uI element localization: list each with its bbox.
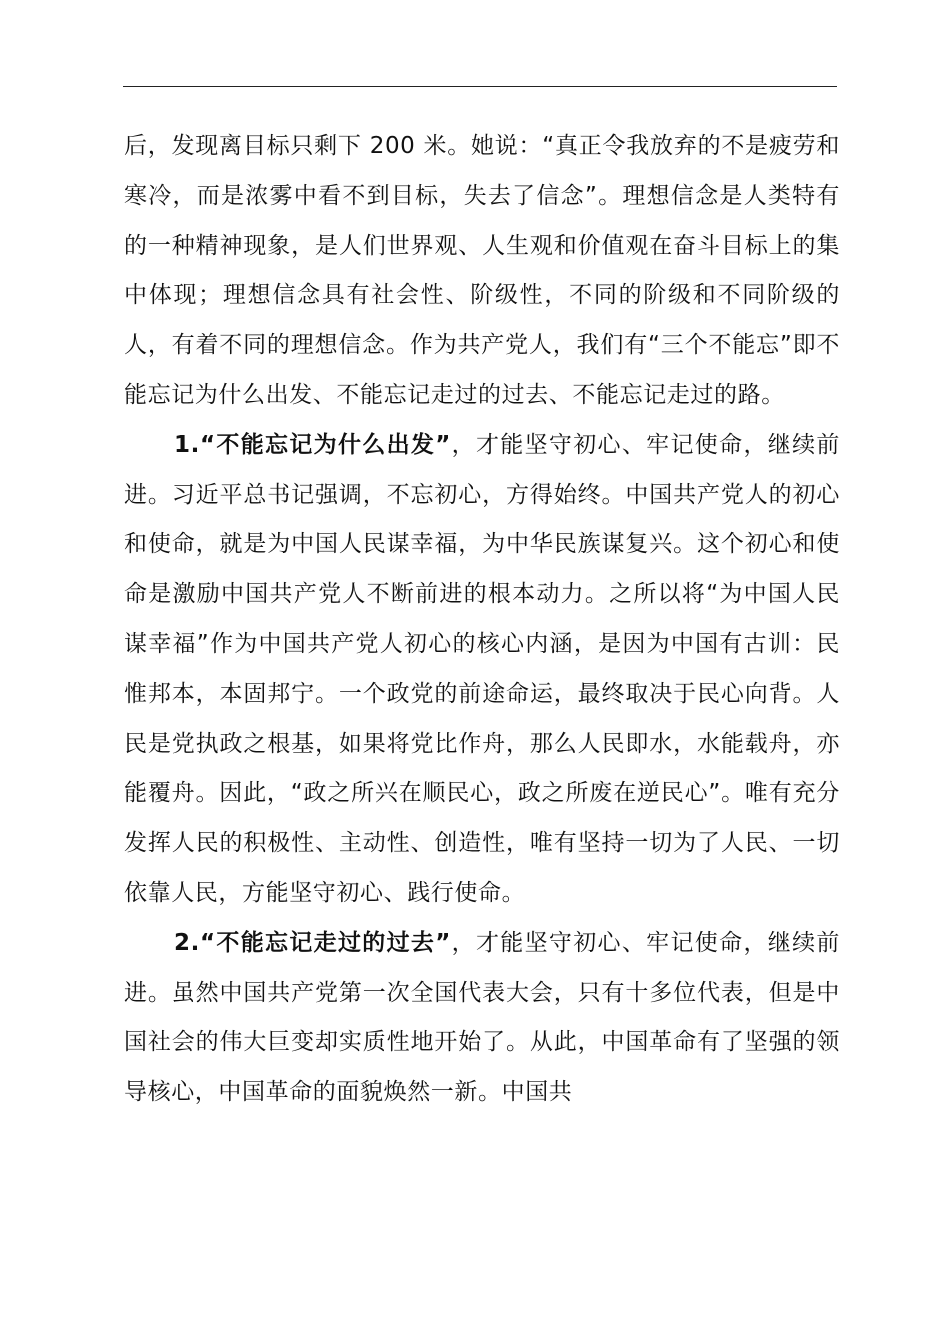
paragraph-heading: 1.“不能忘记为什么出发” [174,431,451,458]
paragraph-point-1 [124,421,840,919]
paragraph-heading: 2.“不能忘记走过的过去” [174,929,451,956]
paragraph-text: 后，发现离目标只剩下 200 米。她说：“真正令我放弃的不是疲劳和寒冷，而是浓雾中看不到目标，失去了信念”。理想信念是人类特有的一种精神现象，是人们世界观、人生观和价值观在奋斗目标上的集中体现；理想信念具有社会性、阶级性，不同的阶级和不同阶级的人，有着不同的理想信念。作为共产党人，我们有“三个不能忘”即不能忘记为什么出发、不能忘记走过的过去、不能忘记走过的路。 [124,133,840,408]
paragraph-point-2 [124,919,840,1118]
paragraph-continuation [124,122,840,421]
paragraph-text: ，才能坚守初心、牢记使命，继续前进。习近平总书记强调，不忘初心，方得始终。中国共产党人的初心和使命，就是为中国人民谋幸福，为中华民族谋复兴。这个初心和使命是激励中国共产党人不断前进的根本动力。之所以将“为中国人民谋幸福”作为中国共产党人初心的核心内涵，是因为中国有古训：民惟邦本，本固邦宁。一个政党的前途命运，最终取决于民心向背。人民是党执政之根基，如果将党比作舟，那么人民即水，水能载舟，亦能覆舟。因此，“政之所兴在顺民心，政之所废在逆民心”。唯有充分发挥人民的积极性、主动性、创造性，唯有坚持一切为了人民、一切依靠人民，方能坚守初心、践行使命。 [124,431,840,906]
paragraph-text: ，才能坚守初心、牢记使命，继续前进。虽然中国共产党第一次全国代表大会，只有十多位代表，但是中国社会的伟大巨变却实质性地开始了。从此，中国革命有了坚强的领导核心，中国革命的面貌焕然一新。中国共 [124,929,840,1106]
header-rule [123,86,837,87]
document-body [124,122,840,1118]
